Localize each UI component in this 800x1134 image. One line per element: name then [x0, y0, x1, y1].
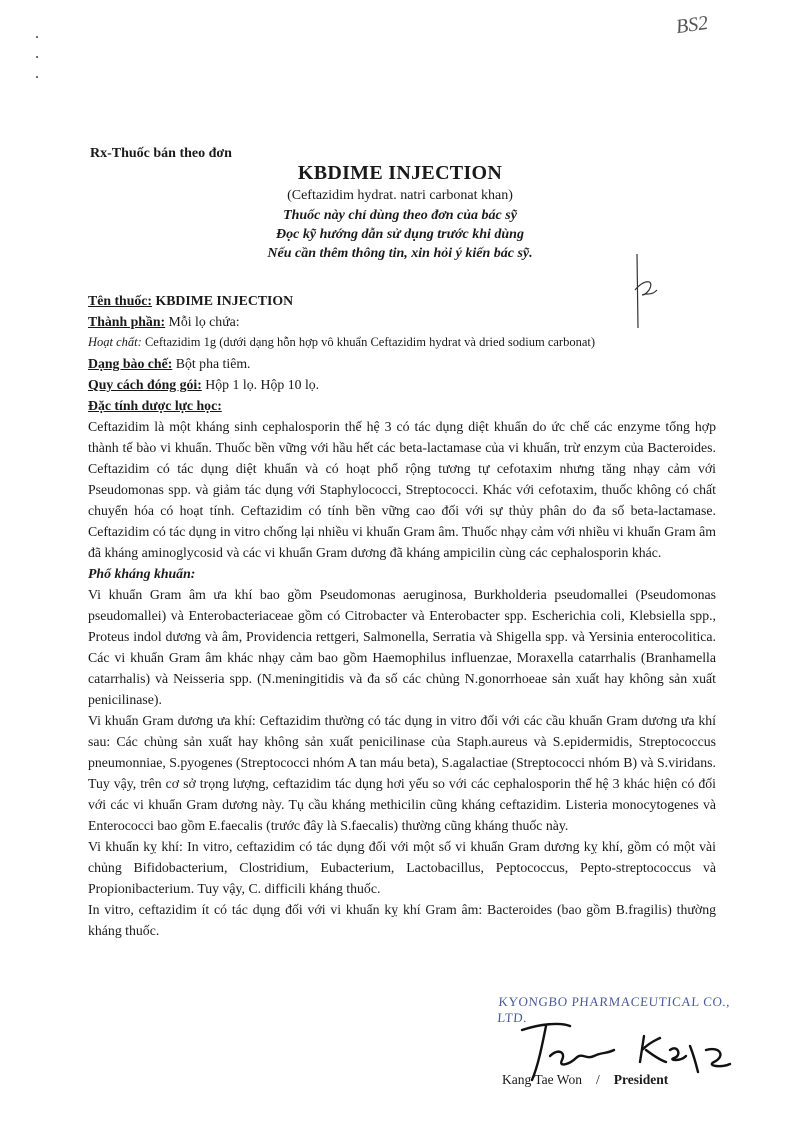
field-label: Tên thuốc:	[88, 293, 153, 308]
signer-line: Kang Tae Won / President	[502, 1072, 669, 1087]
warning-line: Nếu cần thêm thông tin, xin hỏi ý kiến bác sỹ.	[267, 246, 533, 261]
paragraph-anaerobes-gram-negative: In vitro, ceftazidim ít có tác dụng đối với vi khuẩn kỵ khí Gram âm: Bacteroides (bao gồm B.fragilis) thường kháng thuốc.	[88, 902, 716, 938]
field-value: Ceftazidim 1g (dưới dạng hỗn hợp vô khuẩn Ceftazidim hydrat và dried sodium carbonat)	[144, 335, 596, 349]
signature-block	[490, 990, 750, 1090]
section-heading: Đặc tính dược lực học:	[88, 398, 222, 413]
field-thanh-phan	[88, 311, 716, 332]
section-heading-pho-khang-khuan: Phổ kháng khuẩn:	[88, 566, 196, 581]
field-ten-thuoc	[88, 290, 716, 311]
paragraph-pharmacodynamics: Ceftazidim là một kháng sinh cephalosporin thế hệ 3 có tác dụng diệt khuẩn do ức chế các enzyme tổng hợp thành tế bào vi khuẩn. Thuốc bền vững với hầu hết các beta-lactamase của vi khuẩn, trừ enzym của Bacteroides. Ceftazidim có tác dụng diệt khuẩn và có hoạt phổ rộng tương tự cefotaxim nhưng tăng nhạy cảm với Pseudomonas spp. và giảm tác dụng với Staphylococci, Streptococci. Khác với cefotaxim, thuốc không có chất chuyển hóa có hoạt tính. Ceftazidim có tính bền vững cao đối với sự thủy phân do đa số beta-lactamase. Ceftazidim có tác dụng in vitro chống lại nhiều vi khuẩn Gram âm. Thuốc nhạy cảm với nhiều vi khuẩn Gram âm đã kháng aminoglycosid và các vi khuẩn Gram dương đã kháng ampicilin cùng các cephalosporin khác.	[88, 419, 716, 560]
field-dang-bao-che	[88, 353, 716, 374]
title-block	[0, 160, 800, 263]
field-value: Bột pha tiêm.	[175, 356, 251, 371]
warning-line: Thuốc này chỉ dùng theo đơn của bác sỹ	[283, 208, 517, 223]
company-stamp: KYONGBO PHARMACEUTICAL CO., LTD.	[496, 994, 731, 1025]
page-title: KBDIME INJECTION	[297, 162, 503, 184]
corner-handwritten-mark: BS2	[674, 11, 710, 39]
warning-line: Đọc kỹ hướng dẫn sử dụng trước khi dùng	[276, 227, 524, 242]
document-body	[88, 290, 716, 941]
paragraph-gram-negative: Vi khuẩn Gram âm ưa khí bao gồm Pseudomonas aeruginosa, Burkholderia pseudomallei (Pseudomonas pseudomallei) và Enterobacteriaceae gồm có Citrobacter và Enterobacter spp. Escherichia coli, Klebsiella spp., Proteus indol dương và âm, Providencia rettgeri, Salmonella, Serratia và Shigella spp. và Yersinia enterocolitica. Các vi khuẩn Gram âm khác nhạy cảm bao gồm Haemophilus influenzae, Moraxella catarrhalis (Branhamella catarrhalis) và Neisseria spp. (N.meningitidis và đa số các chủng N.gonorrhoeae sản xuất hay không sản xuất penicilinase).	[88, 587, 716, 707]
field-quy-cach	[88, 374, 716, 395]
rx-line: Rx-Thuốc bán theo đơn	[90, 146, 232, 161]
signer-title: President	[613, 1072, 669, 1087]
section-dac-tinh	[88, 395, 716, 416]
field-hoat-chat	[88, 332, 716, 353]
paragraph-gram-positive: Vi khuẩn Gram dương ưa khí: Ceftazidim thường có tác dụng in vitro đối với các cầu khuẩn Gram dương ưa khí sau: Các chủng sản xuất hay không sản xuất penicilinase của Staph.aureus và S.epidermidis, Streptococcus pneumonniae, S.pyogenes (Streptococci nhóm A tan máu beta), S.agalactiae (Streptococci nhóm B) và S.viridans. Tuy vậy, trên cơ sở trọng lượng, ceftazidim tác dụng hơi yếu so với các cephalosporin thế hệ 3 khác hiện có đối với các vi khuẩn Gram dương này. Tụ cầu kháng methicilin cũng kháng ceftazidim. Listeria monocytogenes và Enterococci bao gồm E.faecalis (trước đây là S.faecalis) thường cũng kháng thuốc này.	[88, 713, 716, 833]
field-label: Hoạt chất:	[88, 335, 142, 349]
margin-dots	[36, 36, 42, 96]
field-label: Quy cách đóng gói:	[88, 377, 202, 392]
paragraph-anaerobes: Vi khuẩn kỵ khí: In vitro, ceftazidim có tác dụng đối với một số vi khuẩn Gram dương kỵ khí, gồm có một vài chủng Bifidobacterium, Clostridium, Eubacterium, Lactobacillus, Peptococcus, Pepto-streptococcus và Propionibacterium. Tuy vậy, C. difficili kháng thuốc.	[88, 839, 716, 896]
field-label: Dạng bào chế:	[88, 356, 173, 371]
subtitle: (Ceftazidim hydrat. natri carbonat khan)	[287, 188, 513, 203]
signer-name: Kang Tae Won	[502, 1072, 582, 1087]
field-value: KBDIME INJECTION	[155, 293, 294, 308]
field-value: Hộp 1 lọ. Hộp 10 lọ.	[205, 377, 320, 392]
field-value: Mỗi lọ chứa:	[168, 314, 240, 329]
field-label: Thành phần:	[88, 314, 166, 329]
